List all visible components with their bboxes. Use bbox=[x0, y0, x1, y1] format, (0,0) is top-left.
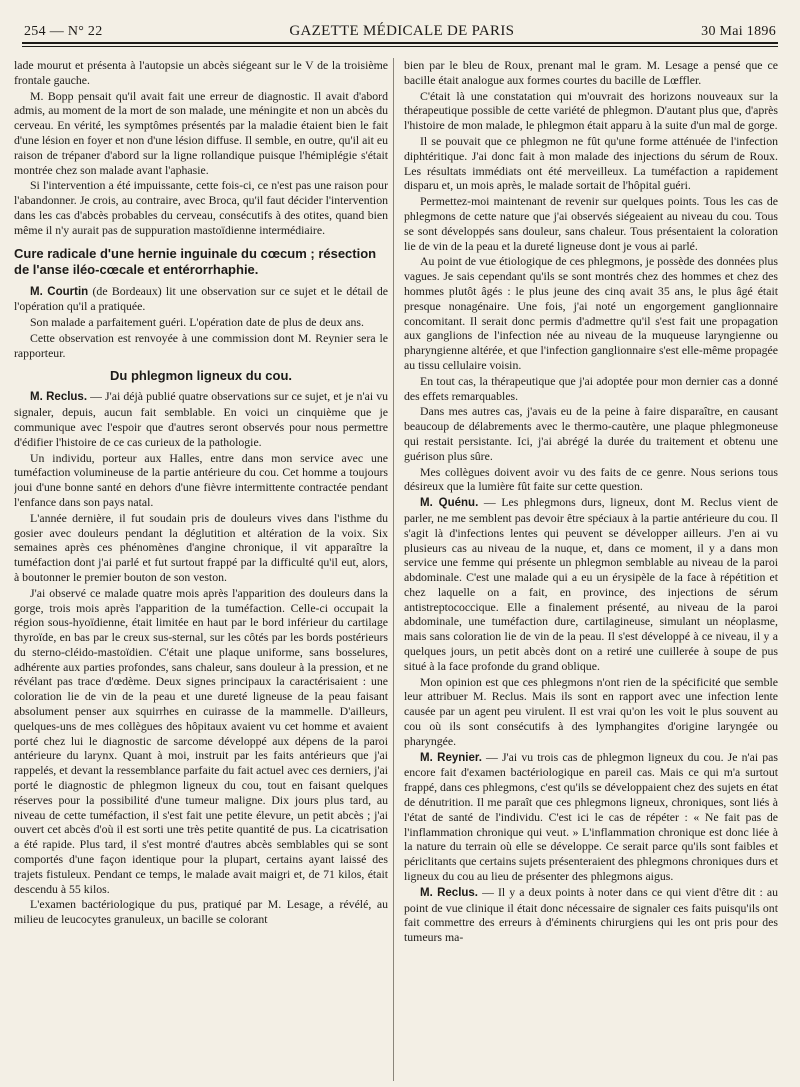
paragraph: L'examen bactériologique du pus, pratiqué par M. Lesage, a révélé, au milieu de leucocytes granuleux, un bacille se colorant bbox=[14, 897, 388, 927]
page-number-issue: 254 — N° 22 bbox=[24, 24, 103, 39]
paragraph: Dans mes autres cas, j'avais eu de la peine à faire disparaître, en causant beaucoup de délabrements avec le thermo-cautère, une plaque phlegmoneuse qui restait persistante. Ici, j'ai abrégé la durée du traitement et obtenu une guérison plus sûre. bbox=[404, 404, 778, 463]
speaker-name: M. Courtin bbox=[30, 285, 89, 298]
speaker-name: M. Reclus. bbox=[30, 391, 88, 404]
page-header bbox=[24, 10, 776, 40]
paragraph: L'année dernière, il fut soudain pris de douleurs vives dans l'isthme du gosier avec douleurs pendant la déglutition et altération de la voix. Six semaines après ces phénomènes d'angine chronique, il vit apparaître la tuméfaction dont j'ai parlé et fut surtout frappé par la difficulté qu'il eut, alors, à boutonner le premier bouton de son veston. bbox=[14, 510, 388, 584]
paragraph: lade mourut et présenta à l'autopsie un abcès siégeant sur le V de la troisième frontale gauche. bbox=[14, 58, 388, 87]
paragraph: Si l'intervention a été impuissante, cette fois-ci, ce n'est pas une raison pour l'abandonner. Je crois, au contraire, avec Broca, qu'il faut décider l'intervention dans les cas d'abcès probables du cerveau, consécutifs à des otites, quand bien même il n'y aurait pas de suppuration mastoïdienne intermédiaire. bbox=[14, 178, 388, 237]
section-heading-phlegmon: Du phlegmon ligneux du cou. bbox=[110, 367, 292, 383]
header-rule bbox=[22, 42, 778, 44]
paragraph: C'était là une constatation qui m'ouvrait des horizons nouveaux sur la thérapeutique possible de cette variété de phlegmon. D'autant plus que, d'après l'histoire de mon malade, le phlegmon était apparu à la suite d'un mal de gorge. bbox=[404, 88, 778, 133]
paragraph: Son malade a parfaitement guéri. L'opération date de plus de deux ans. bbox=[30, 315, 364, 330]
paragraph: Un individu, porteur aux Halles, entre dans mon service avec une tuméfaction volumineuse de la partie antérieure du cou. Cet homme a toujours joui d'une bonne santé en dehors d'une fièvre intermittente contractée pendant l'enfance dans son pays natal. bbox=[14, 450, 388, 509]
paragraph: M. Quénu. — Les phlegmons durs, ligneux, dont M. Reclus vient de parler, ne me semblent pas devoir être spéciaux à la partie antérieure du cou. Il s'agit là d'infections lentes qui peuvent se développer ailleurs. J'en ai vu plusieurs cas au niveau de la nuque, et, dans ce moment, il y a dans mon service une femme qui présente un phlegmon semblable au niveau de la paroi abdominale. C'est une malade qui a eu un érysipèle de la face à répétition et chez laquelle on a fait, en province, des injections de sérum antistreptococcique. Elle a finalement présenté, au niveau de la paroi abdominale, une tuméfaction dure, cartilagineuse, simulant un néoplasme, mais sans coloration lie de vin de la peau. Il s'est développé à ce niveau, il y a quelques jours, un petit abcès dont on a retiré une cuillerée à soupe de pus situé à la face profonde du grand oblique. bbox=[404, 495, 778, 673]
speaker-name: M. Reynier. bbox=[420, 751, 482, 764]
paragraph: Il se pouvait que ce phlegmon ne fût qu'une forme atténuée de l'infection diphtéritique. J'ai donc fait à mon malade des injections du sérum de Roux. Les résultats immédiats ont été merveilleux. La tuméfaction a rapidement disparu et, un mois après, le malade sortait de l'hôpital guéri. bbox=[404, 133, 778, 193]
paragraph: Permettez-moi maintenant de revenir sur quelques points. Tous les cas de phlegmons de cette nature que j'ai observés siégeaient au niveau du cou. Tous se sont développés sans douleur, sans chaleur. Tous présentaient la coloration lie de vin de la peau et la dureté ligneuse dont je vous ai parlé. bbox=[404, 194, 778, 253]
paragraph: Mes collègues doivent avoir vu des faits de ce genre. Nous serions tous désireux que la lumière fût faite sur cette question. bbox=[404, 464, 778, 494]
header-rule-thin bbox=[22, 46, 778, 47]
paragraph: M. Reynier. — J'ai vu trois cas de phlegmon ligneux du cou. Je n'ai pas encore fait d'examen bactériologique en pareil cas. Mais ce qui m'a surtout frappé, dans ces phlegmons, c'est qu'ils se développaient chez des sujets en état de dénutrition. Il me paraît que ces phlegmons ligneux, chroniques, sont liés à l'état de santé de l'individu. C'est ici le cas de répéter : « Ne fait pas de l'inflammation chronique qui veut. » L'inflammation chronique est donc liée à la nature du terrain où elle se développe. Ce serait parce qu'ils sont faibles et périclitants que certains sujets présenteraient des phlegmons chroniques durs et ligneux du cou au lieu de présenter des phlegmons aigus. bbox=[404, 749, 778, 884]
speaker-name: M. Reclus. bbox=[420, 886, 479, 899]
right-column bbox=[404, 58, 778, 1081]
paragraph: Mon opinion est que ces phlegmons n'ont rien de la spécificité que semble leur attribuer M. Reclus. Mais ils sont en rapport avec une infection lente causée par un agent peu virulent. Il est vrai qu'on les voit le plus souvent au cou où ils sont consécutifs à des lymphangites d'origine laryngée ou pharyngée. bbox=[404, 674, 778, 748]
paragraph: Cette observation est renvoyée à une commission dont M. Reynier sera le rapporteur. bbox=[14, 330, 388, 360]
issue-date: 30 Mai 1896 bbox=[701, 24, 776, 39]
paragraph: bien par le bleu de Roux, prenant mal le gram. M. Lesage a pensé que ce bacille était analogue aux formes courtes du bacille de Lœffler. bbox=[404, 58, 778, 87]
left-column bbox=[14, 58, 388, 1081]
paragraph: Au point de vue étiologique de ces phlegmons, je possède des données plus vagues. Je sais cependant qu'ils se sont montrés chez des hommes et chez des hommes plutôt âgés : le plus jeune des cinq avait 35 ans, le plus âgé était presque nonagénaire. Une fois, j'ai noté un engorgement ganglionnaire concomitant. Il serait donc permis d'admettre qu'il s'est fait une propagation aux ganglions de l'infection née au niveau de la muqueuse laryngienne ou pharyngienne altérée, et que l'infection ganglionnaire s'est elle-même propagée au tissu cellulaire voisin. bbox=[404, 254, 778, 372]
paragraph: M. Reclus. — J'ai déjà publié quatre observations sur ce sujet, et je n'ai vu signaler, depuis, aucun fait semblable. En voici un cinquième que je communique avec l'espoir que d'autres seront observés pour nous permettre d'édifier l'histoire de ce cas curieux de la pathologie. bbox=[14, 389, 388, 449]
paragraph: M. Courtin (de Bordeaux) lit une observation sur ce sujet et le détail de l'opération qu'il a pratiquée. bbox=[14, 283, 388, 314]
paragraph: M. Reclus. — Il y a deux points à noter dans ce qui vient d'être dit : au point de vue clinique il était donc nécessaire de signaler ces faits puisqu'ils ont fait commettre des erreurs à d'éminents chirurgiens qui les ont pris pour des tumeurs ma- bbox=[404, 884, 778, 945]
paragraph: En tout cas, la thérapeutique que j'ai adoptée pour mon dernier cas a donné des effets remarquables. bbox=[404, 373, 778, 403]
journal-title: GAZETTE MÉDICALE DE PARIS bbox=[289, 23, 515, 39]
section-heading-cure: Cure radicale d'une hernie inguinale du cœcum ; résection de l'anse iléo-cœcale et entérorrhaphie. bbox=[14, 245, 377, 277]
text-columns bbox=[14, 58, 778, 1081]
speaker-name: M. Quénu. bbox=[420, 497, 479, 510]
paragraph: M. Bopp pensait qu'il avait fait une erreur de diagnostic. Il avait d'abord admis, au moment de la mort de son malade, une méningite et non un abcès du cerveau. En vérité, les symptômes présentés par la maladie étaient bien le fait d'une lésion en foyer et non d'une lésion diffuse. Il semble, en outre, qu'il ait eu raison de trépaner d'abord sur la ligne rollandique puisque l'hémiplégie s'était montrée chez son malade avant l'aphasie. bbox=[14, 88, 388, 177]
paragraph: J'ai observé ce malade quatre mois après l'apparition des douleurs dans la gorge, trois mois après l'apparition de la tuméfaction. Celle-ci occupait la région sous-hyoïdienne, était limitée en haut par le bord inférieur du cartilage thyroïde, en bas par le creux sus-sternal, sur les côtés par les bords postérieurs du sterno-cléido-mastoïdien. C'était une plaque uniforme, sans bosselures, adhérente aux parties profondes, sans chaleur, sans douleur à la pression, et ne révélant pas trace d'œdème. Deux signes principaux la caractérisaient : une coloration lie de vin de la peau et une dureté ligneuse de la peau faisant absolument penser aux squirrhes en cuirasse de la mammelle. D'ailleurs, quelques-uns de mes collègues des hôpitaux avaient vu cet homme et avaient porté chez lui le diagnostic de sarcome développé aux dépens de la paroi antérieure du larynx. Quant à moi, instruit par les faits antérieurs que j'ai rappelés, et devant la ressemblance parfaite du fait actuel avec ces derniers, j'ai porté le diagnostic de phlegmon ligneux du cou, tout en faisant quelques réserves pour la possibilité d'une tumeur maligne. Dix jours plus tard, au niveau de cette tuméfaction, il s'est fait une petite élevure, un petit abcès ; j'ai ouvert cet abcès d'où il est sorti une très petite quantité de pus. La cicatrisation a été rapide. Plus tard, il s'est montré d'autres abcès semblables qui se sont comportés d'une façon identique pour la plupart, certains ayant laissé des trajets fistuleux. Pendant ce temps, le malade avait maigri et, de 71 kilos, était descendu à 55 kilos. bbox=[14, 585, 388, 896]
